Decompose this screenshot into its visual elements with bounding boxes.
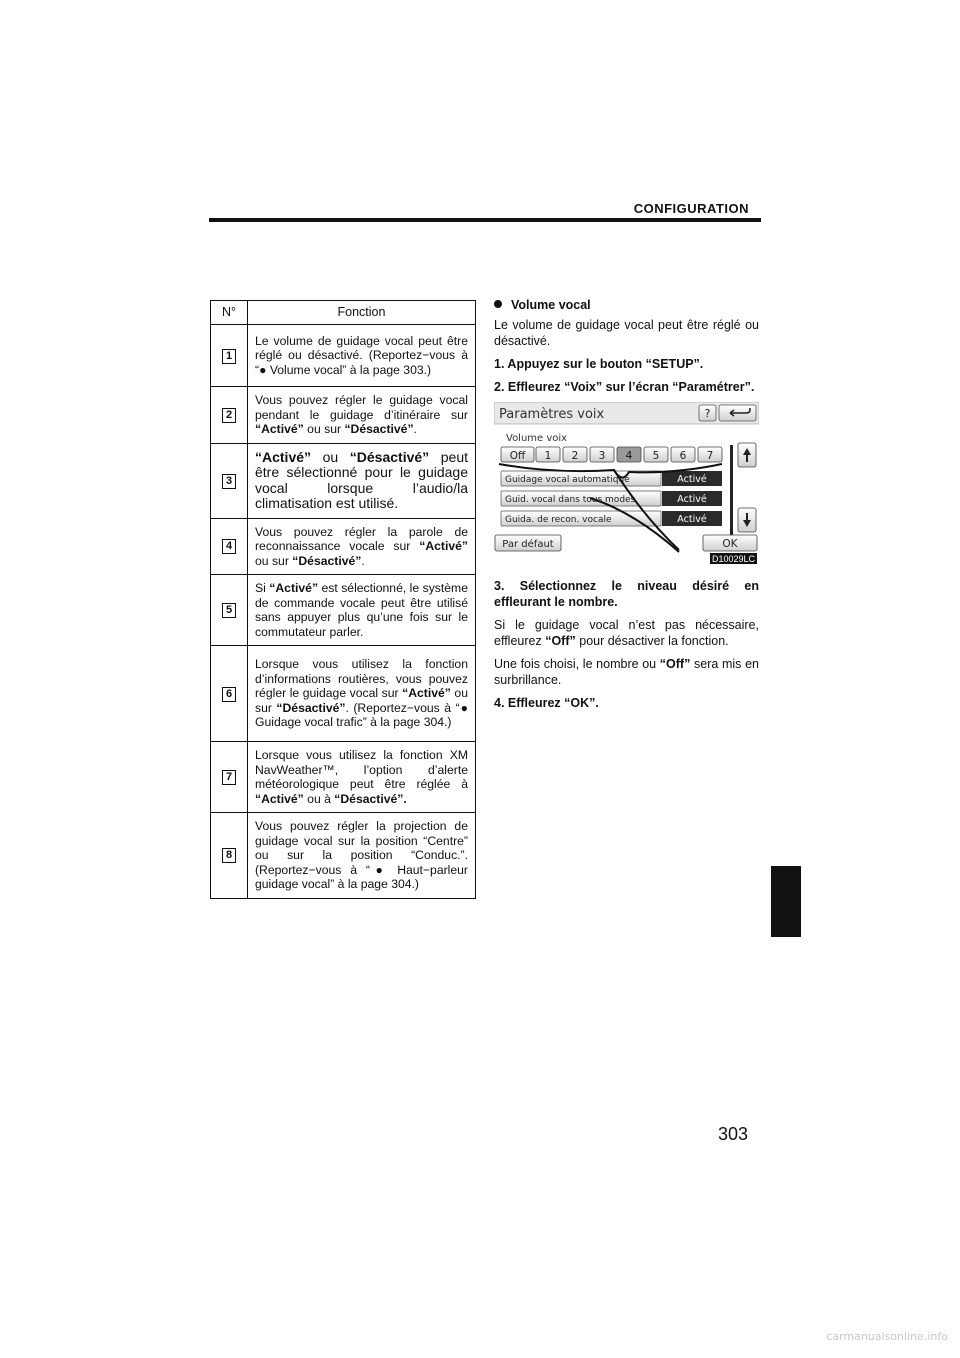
screen-title: Paramètres voix xyxy=(499,407,605,422)
svg-text:3: 3 xyxy=(598,450,606,462)
svg-text:Activé: Activé xyxy=(677,474,707,485)
row-description: Vous pouvez régler le guidage vocal pendant le guidage d’itinéraire sur “Activé” ou sur “Désactivé”. xyxy=(248,387,476,444)
setting-row-auto-guidance[interactable] xyxy=(501,471,722,486)
function-table xyxy=(210,300,476,899)
svg-text:5: 5 xyxy=(652,450,660,462)
row-number-badge: 6 xyxy=(222,687,236,702)
row-description: Le volume de guidage vocal peut être réglé ou désactivé. (Reportez−vous à “● Volume vocal” à la page 303.) xyxy=(248,325,476,387)
back-button[interactable] xyxy=(719,405,756,421)
level-button-1[interactable] xyxy=(536,447,560,462)
svg-text:7: 7 xyxy=(706,450,714,462)
svg-text:Activé: Activé xyxy=(677,514,707,525)
row-number-badge: 4 xyxy=(222,539,236,554)
step-1: 1. Appuyez sur le bouton “SETUP”. xyxy=(494,357,704,371)
row-number-badge: 8 xyxy=(222,848,236,863)
table-row xyxy=(211,742,476,813)
highlight-note: Une fois choisi, le nombre ou “Off” sera mis en surbrillance. xyxy=(494,657,759,687)
row-description: Vous pouvez régler la projection de guidage vocal sur la position “Centre” ou sur la position “Conduc.”. (Reportez−vous à “● Haut−parleur guidage vocal” à la page 304.) xyxy=(248,813,476,899)
step-3: 3. Sélectionnez le niveau désiré en effleurant le nombre. xyxy=(494,579,759,609)
svg-text:OK: OK xyxy=(722,538,738,550)
table-row xyxy=(211,518,476,575)
level-button-3[interactable] xyxy=(590,447,614,462)
svg-text:Activé: Activé xyxy=(677,494,707,505)
setting-row-voice-recognition[interactable] xyxy=(501,511,722,526)
instructions-column xyxy=(494,297,759,718)
table-row xyxy=(211,646,476,742)
page-header-title: CONFIGURATION xyxy=(633,201,749,216)
default-button[interactable] xyxy=(495,535,561,551)
svg-text:6: 6 xyxy=(679,450,687,462)
table-row xyxy=(211,575,476,646)
off-note: Si le guidage vocal n’est pas nécessaire, effleurez “Off” pour désactiver la fonction. xyxy=(494,618,759,648)
intro-text: Le volume de guidage vocal peut être réglé ou désactivé. xyxy=(494,318,759,348)
page-number: 303 xyxy=(718,1124,749,1144)
svg-text:Off: Off xyxy=(509,450,526,462)
scroll-down-button[interactable] xyxy=(738,508,756,532)
row-description: Si “Activé” est sélectionné, le système de commande vocale peut être utilisé sans appuyer plus qu’une fois sur le commutateur parler. xyxy=(248,575,476,646)
scroll-track xyxy=(730,445,733,537)
bullet-icon xyxy=(494,300,502,308)
bullet-icon: ● xyxy=(259,362,267,377)
footer-watermark: carmanualsonline.info xyxy=(826,1330,948,1343)
chapter-side-tab xyxy=(771,866,801,937)
level-button-7[interactable] xyxy=(698,447,722,462)
volume-label: Volume voix xyxy=(506,433,568,444)
row-description: Vous pouvez régler la parole de reconnaissance vocale sur “Activé” ou sur “Désactivé”. xyxy=(248,518,476,575)
row-number-badge: 2 xyxy=(222,408,236,423)
ok-button[interactable] xyxy=(703,535,757,551)
row-description: “Activé” ou “Désactivé” peut être sélectionné pour le guidage vocal lorsque l’audio/la climatisation est utilisé. xyxy=(248,443,476,518)
row-number-badge: 5 xyxy=(222,603,236,618)
header-rule xyxy=(209,218,761,222)
voice-settings-screen-svg xyxy=(494,402,759,564)
level-button-5[interactable] xyxy=(644,447,668,462)
level-button-6[interactable] xyxy=(671,447,695,462)
svg-text:2: 2 xyxy=(571,450,579,462)
table-row xyxy=(211,813,476,899)
scroll-up-button[interactable] xyxy=(738,443,756,467)
step-2: 2. Effleurez “Voix” sur l’écran “Paramétrer”. xyxy=(494,380,755,394)
volume-level-buttons xyxy=(501,447,722,462)
svg-text:Guidage vocal automatique: Guidage vocal automatique xyxy=(505,475,630,485)
row-number-badge: 7 xyxy=(222,770,236,785)
bullet-icon: ● xyxy=(369,862,389,877)
row-number-badge: 1 xyxy=(222,349,236,364)
bullet-icon: ● xyxy=(459,700,468,715)
step-4: 4. Effleurez “OK”. xyxy=(494,696,599,710)
row-number-badge: 3 xyxy=(222,474,236,489)
row-description: Lorsque vous utilisez la fonction XM NavWeather™, l’option d’alerte météorologique peut être réglée à “Activé” ou à “Désactivé”. xyxy=(248,742,476,813)
help-button[interactable] xyxy=(699,405,716,421)
setting-row-all-modes[interactable] xyxy=(501,491,722,506)
col-header-number: N° xyxy=(211,301,248,325)
table-header-row xyxy=(211,301,476,325)
help-icon: ? xyxy=(704,407,711,420)
col-header-function: Fonction xyxy=(248,301,476,325)
level-button-2[interactable] xyxy=(563,447,587,462)
svg-text:Guida. de recon. vocale: Guida. de recon. vocale xyxy=(505,515,612,525)
figure-code: D10029LC xyxy=(711,554,756,564)
svg-text:Par défaut: Par défaut xyxy=(502,539,554,550)
row-description: Lorsque vous utilisez la fonction d’informations routières, vous pouvez régler le guidage vocal sur “Activé” ou sur “Désactivé”. (Reportez−vous à “● Guidage vocal trafic” à la page 304.) xyxy=(248,646,476,742)
level-button-off[interactable] xyxy=(501,447,534,462)
voice-settings-screen xyxy=(494,402,759,564)
table-row xyxy=(211,325,476,387)
table-row xyxy=(211,387,476,444)
level-button-4[interactable] xyxy=(617,447,641,462)
svg-text:Guid. vocal dans tous modes: Guid. vocal dans tous modes xyxy=(505,495,636,505)
svg-text:1: 1 xyxy=(544,450,552,462)
section-heading: Volume vocal xyxy=(494,297,759,313)
table-row xyxy=(211,443,476,518)
svg-text:4: 4 xyxy=(625,450,633,462)
